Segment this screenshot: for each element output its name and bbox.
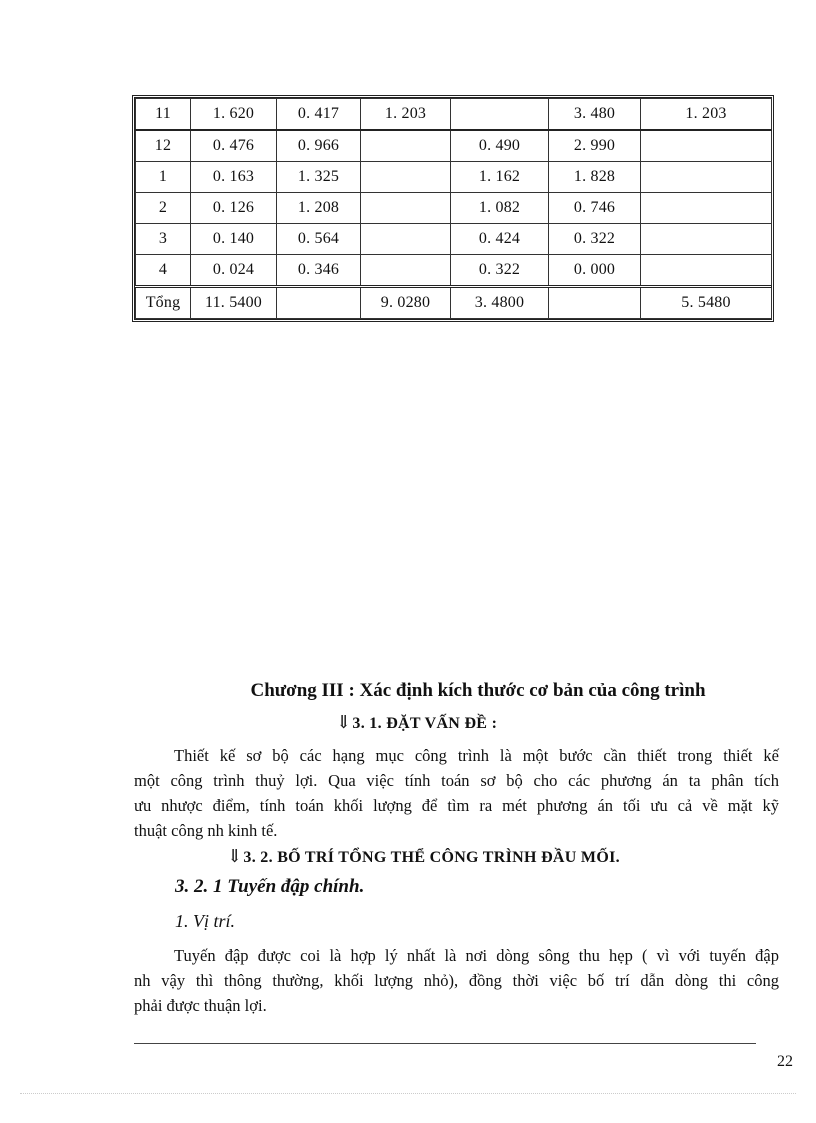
table-row (136, 162, 772, 193)
table-cell (277, 287, 361, 319)
discharge-table (132, 95, 774, 322)
table-row (136, 255, 772, 287)
table-cell: 0. 424 (451, 224, 549, 255)
table-cell (361, 193, 451, 224)
table-row (136, 99, 772, 131)
table-row (136, 130, 772, 162)
chapter-title: Chương III : Xác định kích thước cơ bản của công trình (250, 680, 706, 701)
table-cell: 1. 828 (549, 162, 641, 193)
table-cell: 0. 322 (451, 255, 549, 287)
paragraph-line: Thiết kế sơ bộ các hạng mục công trình là một bước cần thiết trong thiết kế (174, 746, 779, 765)
page-number: 22 (777, 1053, 793, 1070)
table-cell: 0. 000 (549, 255, 641, 287)
table-cell: 0. 746 (549, 193, 641, 224)
table-cell: 3. 4800 (451, 287, 549, 319)
table-cell: 2 (136, 193, 191, 224)
location-paragraph (134, 943, 779, 1018)
table-cell (641, 224, 772, 255)
table-cell: 1 (136, 162, 191, 193)
table-cell: 0. 476 (191, 130, 277, 162)
table-cell: 0. 024 (191, 255, 277, 287)
subsection-title: 3. 2. 1 Tuyến đập chính. (175, 876, 365, 897)
paragraph-line: phải được thuận lợi. (134, 996, 267, 1015)
table-cell: Tổng (136, 287, 191, 319)
paragraph-line: ưu nhược điểm, tính toán khối lượng để tìm ra mét phương án tối ưu cả về mặt kỹ (134, 796, 779, 815)
table-cell: 11. 5400 (191, 287, 277, 319)
table-cell: 1. 203 (641, 99, 772, 131)
table-cell (641, 162, 772, 193)
footer-divider (134, 1043, 756, 1044)
down-arrow-icon: ⇓ (336, 712, 352, 732)
table-cell: 0. 564 (277, 224, 361, 255)
table-cell: 12 (136, 130, 191, 162)
table-cell: 0. 126 (191, 193, 277, 224)
table-cell: 0. 140 (191, 224, 277, 255)
table-row (136, 193, 772, 224)
section-3-2-heading: ⇓3. 2. BỐ TRÍ TỔNG THỂ CÔNG TRÌNH ĐẦU MỐI. (227, 846, 620, 866)
table-cell: 3. 480 (549, 99, 641, 131)
table-cell: 1. 325 (277, 162, 361, 193)
table-cell (361, 224, 451, 255)
table-row (136, 224, 772, 255)
table-cell: 0. 322 (549, 224, 641, 255)
paragraph-line: nh vậy thì thông thường, khối lượng nhỏ), đồng thời việc bố trí dẫn dòng thi công (134, 971, 779, 990)
table-cell (549, 287, 641, 319)
table-cell: 1. 203 (361, 99, 451, 131)
table-cell (641, 255, 772, 287)
table-cell: 9. 0280 (361, 287, 451, 319)
table-cell: 4 (136, 255, 191, 287)
table-cell: 1. 162 (451, 162, 549, 193)
section-3-1-heading: ⇓3. 1. ĐẶT VẤN ĐỀ : (336, 712, 498, 732)
table-cell (451, 99, 549, 131)
table-cell: 0. 490 (451, 130, 549, 162)
table-cell: 5. 5480 (641, 287, 772, 319)
table-total-row (136, 287, 772, 319)
paragraph-line: thuật công nh kinh tế. (134, 821, 278, 840)
paragraph-line: Tuyến đập được coi là hợp lý nhất là nơi dòng sông thu hẹp ( vì với tuyến đập (174, 946, 779, 965)
table-cell: 0. 346 (277, 255, 361, 287)
table-cell: 3 (136, 224, 191, 255)
table-cell: 1. 620 (191, 99, 277, 131)
paragraph-line: một công trình thuỷ lợi. Qua việc tính toán sơ bộ cho các phương án ta phân tích (134, 771, 779, 790)
table-cell: 0. 417 (277, 99, 361, 131)
table-cell: 0. 966 (277, 130, 361, 162)
section-3-1-paragraph (134, 743, 779, 843)
table-cell: 1. 208 (277, 193, 361, 224)
table-cell: 11 (136, 99, 191, 131)
table-cell: 2. 990 (549, 130, 641, 162)
table-cell (641, 193, 772, 224)
table-cell (361, 162, 451, 193)
down-arrow-icon: ⇓ (227, 846, 243, 866)
page-edge (20, 1093, 796, 1094)
table-cell (361, 255, 451, 287)
table-cell: 1. 082 (451, 193, 549, 224)
item-title: 1. Vị trí. (175, 911, 236, 931)
table-cell (361, 130, 451, 162)
table-cell: 0. 163 (191, 162, 277, 193)
table-cell (641, 130, 772, 162)
